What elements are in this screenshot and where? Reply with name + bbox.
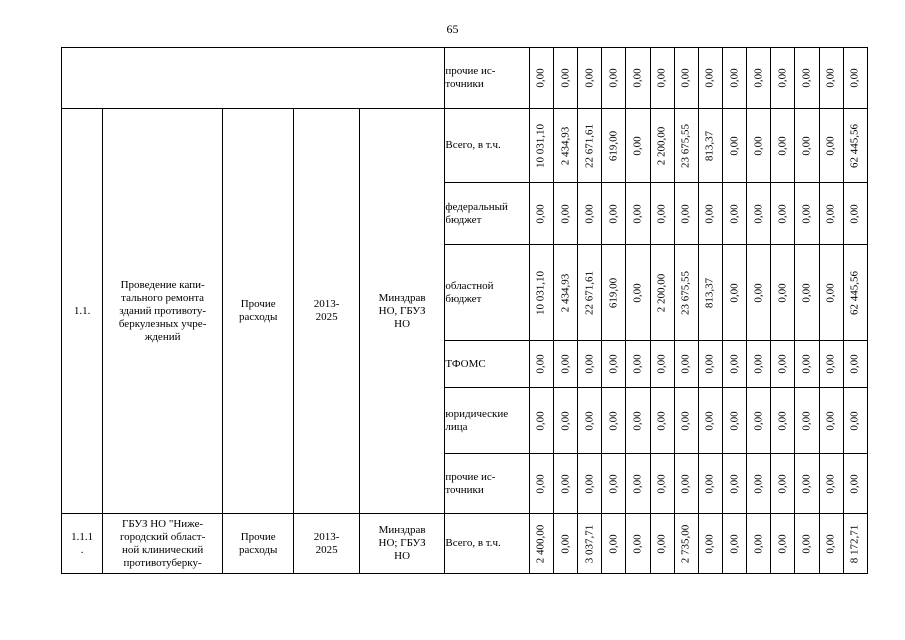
value-cell <box>795 341 819 388</box>
value-cell <box>650 454 674 514</box>
value-text: 0,00 <box>728 68 741 88</box>
funding-source: Всего, в т.ч. <box>445 109 530 183</box>
item-number: 1.1.1 . <box>62 514 103 574</box>
value-cell <box>674 514 698 574</box>
value-text: 0,00 <box>607 68 620 88</box>
value-cell <box>650 514 674 574</box>
value-text: 2 400,00 <box>534 524 547 563</box>
value-text: 23 675,55 <box>679 270 692 315</box>
value-cell <box>698 388 722 454</box>
value-cell <box>843 245 867 341</box>
value-text: 10 031,10 <box>534 123 547 168</box>
period: 2013- 2025 <box>294 109 359 514</box>
value-cell <box>747 454 771 514</box>
value-cell <box>843 48 867 109</box>
value-cell <box>674 245 698 341</box>
value-text: 2 434,93 <box>559 273 572 312</box>
value-text: 0,00 <box>679 410 692 431</box>
funding-source: областной бюджет <box>445 245 530 341</box>
value-cell <box>626 454 650 514</box>
value-text: 0,00 <box>776 203 789 224</box>
value-cell <box>771 109 795 183</box>
value-cell <box>602 48 626 109</box>
value-text: 0,00 <box>703 203 716 224</box>
value-cell <box>554 183 578 245</box>
value-text: 0,00 <box>534 410 547 431</box>
value-cell <box>674 454 698 514</box>
value-text: 0,00 <box>583 410 596 431</box>
value-cell <box>602 388 626 454</box>
value-text: 0,00 <box>631 203 644 224</box>
value-text: 0,00 <box>534 354 547 374</box>
value-cell <box>674 48 698 109</box>
value-text: 2 200,00 <box>655 126 668 165</box>
value-cell <box>698 183 722 245</box>
value-cell <box>602 109 626 183</box>
value-text: 0,00 <box>752 203 765 224</box>
value-cell <box>650 48 674 109</box>
value-cell <box>723 514 747 574</box>
value-cell <box>723 48 747 109</box>
value-cell <box>771 245 795 341</box>
funding-source: Всего, в т.ч. <box>445 514 530 574</box>
value-text: 0,00 <box>703 410 716 431</box>
value-text: 0,00 <box>559 68 572 88</box>
executor: Минздрав НО; ГБУЗ НО <box>359 514 445 574</box>
item-number: 1.1. <box>62 109 103 514</box>
value-cell <box>578 109 602 183</box>
value-cell <box>578 514 602 574</box>
value-text: 0,00 <box>631 473 644 494</box>
value-cell <box>626 109 650 183</box>
funding-source: прочие ис- точники <box>445 454 530 514</box>
value-text: 0,00 <box>728 203 741 224</box>
value-cell <box>554 388 578 454</box>
value-cell <box>674 341 698 388</box>
value-text: 62 445,56 <box>848 123 861 168</box>
value-text: 0,00 <box>534 473 547 494</box>
value-cell <box>650 183 674 245</box>
value-text: 8 172,71 <box>848 524 861 563</box>
value-text: 0,00 <box>800 473 813 494</box>
value-text: 0,00 <box>776 68 789 88</box>
value-text: 0,00 <box>776 354 789 374</box>
value-text: 0,00 <box>728 282 741 303</box>
value-text: 0,00 <box>752 533 765 554</box>
value-text: 0,00 <box>679 68 692 88</box>
value-text: 0,00 <box>800 68 813 88</box>
value-cell <box>747 514 771 574</box>
value-cell <box>795 388 819 454</box>
value-cell <box>819 245 843 341</box>
value-text: 0,00 <box>559 354 572 374</box>
value-cell <box>843 109 867 183</box>
value-cell <box>578 341 602 388</box>
value-text: 813,37 <box>703 277 716 308</box>
value-text: 0,00 <box>776 282 789 303</box>
value-text: 0,00 <box>848 473 861 494</box>
value-text: 3 037,71 <box>583 524 596 563</box>
funding-source: ТФОМС <box>445 341 530 388</box>
value-cell <box>554 109 578 183</box>
value-cell <box>795 245 819 341</box>
value-cell <box>843 388 867 454</box>
funding-source: юридические лица <box>445 388 530 454</box>
value-text: 0,00 <box>752 473 765 494</box>
value-cell <box>843 514 867 574</box>
value-text: 0,00 <box>824 282 837 303</box>
value-cell <box>529 388 553 454</box>
value-text: 0,00 <box>631 282 644 303</box>
value-cell <box>795 514 819 574</box>
value-cell <box>771 514 795 574</box>
value-text: 0,00 <box>800 135 813 156</box>
value-text: 0,00 <box>728 533 741 554</box>
value-cell <box>650 245 674 341</box>
value-text: 0,00 <box>534 68 547 88</box>
value-cell <box>650 341 674 388</box>
value-cell <box>771 388 795 454</box>
value-text: 0,00 <box>583 354 596 374</box>
value-cell <box>602 183 626 245</box>
value-text: 62 445,56 <box>848 270 861 315</box>
value-text: 0,00 <box>824 203 837 224</box>
table-row <box>62 48 868 109</box>
value-cell <box>723 388 747 454</box>
value-text: 0,00 <box>752 410 765 431</box>
value-cell <box>578 183 602 245</box>
value-text: 0,00 <box>559 203 572 224</box>
value-text: 0,00 <box>776 410 789 431</box>
value-text: 619,00 <box>607 130 620 161</box>
value-cell <box>578 48 602 109</box>
value-cell <box>626 514 650 574</box>
value-text: 2 200,00 <box>655 273 668 312</box>
value-cell <box>698 109 722 183</box>
value-cell <box>747 341 771 388</box>
value-text: 0,00 <box>776 473 789 494</box>
value-text: 0,00 <box>703 354 716 374</box>
value-text: 0,00 <box>752 68 765 88</box>
value-cell <box>698 514 722 574</box>
value-cell <box>650 388 674 454</box>
value-text: 0,00 <box>800 533 813 554</box>
value-cell <box>529 454 553 514</box>
value-text: 0,00 <box>583 473 596 494</box>
value-text: 0,00 <box>559 410 572 431</box>
value-text: 2 735,00 <box>679 524 692 563</box>
value-cell <box>819 109 843 183</box>
value-text: 0,00 <box>631 354 644 374</box>
value-cell <box>529 245 553 341</box>
value-cell <box>554 454 578 514</box>
value-cell <box>819 514 843 574</box>
item-name: Проведение капи- тального ремонта зданий противоту- беркулезных учре- ждений <box>103 109 223 514</box>
value-text: 0,00 <box>559 473 572 494</box>
value-text: 0,00 <box>800 410 813 431</box>
value-text: 22 671,61 <box>583 270 596 315</box>
value-text: 0,00 <box>728 473 741 494</box>
value-cell <box>843 454 867 514</box>
value-text: 0,00 <box>824 473 837 494</box>
blank-cell <box>62 48 445 109</box>
table-row <box>62 109 868 183</box>
value-text: 0,00 <box>631 68 644 88</box>
value-text: 0,00 <box>607 533 620 554</box>
value-cell <box>626 245 650 341</box>
funding-source: прочие ис- точники <box>445 48 530 109</box>
table-row <box>62 514 868 574</box>
value-cell <box>554 245 578 341</box>
period: 2013- 2025 <box>294 514 359 574</box>
value-cell <box>529 109 553 183</box>
value-cell <box>843 183 867 245</box>
value-text: 0,00 <box>703 533 716 554</box>
value-cell <box>771 454 795 514</box>
value-text: 0,00 <box>728 410 741 431</box>
value-cell <box>795 48 819 109</box>
value-text: 0,00 <box>631 533 644 554</box>
value-cell <box>674 183 698 245</box>
value-text: 0,00 <box>679 203 692 224</box>
value-text: 0,00 <box>583 68 596 88</box>
value-text: 0,00 <box>776 135 789 156</box>
value-text: 0,00 <box>607 203 620 224</box>
value-cell <box>578 245 602 341</box>
value-cell <box>819 388 843 454</box>
value-cell <box>602 341 626 388</box>
value-cell <box>819 454 843 514</box>
value-text: 0,00 <box>824 410 837 431</box>
value-text: 0,00 <box>655 354 668 374</box>
value-cell <box>698 48 722 109</box>
value-text: 0,00 <box>583 203 596 224</box>
value-cell <box>747 109 771 183</box>
value-text: 0,00 <box>655 68 668 88</box>
value-text: 0,00 <box>607 354 620 374</box>
value-text: 10 031,10 <box>534 270 547 315</box>
value-text: 0,00 <box>800 282 813 303</box>
value-cell <box>626 388 650 454</box>
value-text: 0,00 <box>848 354 861 374</box>
value-cell <box>626 48 650 109</box>
value-cell <box>723 109 747 183</box>
value-text: 0,00 <box>607 473 620 494</box>
value-text: 0,00 <box>655 533 668 554</box>
value-cell <box>723 183 747 245</box>
value-cell <box>771 341 795 388</box>
value-cell <box>554 514 578 574</box>
value-cell <box>674 109 698 183</box>
value-text: 0,00 <box>655 203 668 224</box>
value-cell <box>698 454 722 514</box>
value-text: 0,00 <box>752 282 765 303</box>
value-cell <box>819 48 843 109</box>
expense-type: Прочие расходы <box>222 109 293 514</box>
value-text: 0,00 <box>534 203 547 224</box>
value-cell <box>747 48 771 109</box>
value-text: 0,00 <box>800 354 813 374</box>
value-cell <box>529 48 553 109</box>
value-cell <box>650 109 674 183</box>
value-cell <box>626 183 650 245</box>
value-cell <box>747 388 771 454</box>
value-cell <box>747 183 771 245</box>
value-cell <box>747 245 771 341</box>
value-text: 0,00 <box>607 410 620 431</box>
value-text: 0,00 <box>776 533 789 554</box>
value-cell <box>843 341 867 388</box>
value-text: 0,00 <box>679 473 692 494</box>
value-text: 0,00 <box>824 68 837 88</box>
value-text: 0,00 <box>703 68 716 88</box>
value-text: 0,00 <box>655 410 668 431</box>
value-cell <box>795 183 819 245</box>
value-text: 619,00 <box>607 277 620 308</box>
value-text: 0,00 <box>679 354 692 374</box>
value-text: 0,00 <box>631 135 644 156</box>
value-text: 0,00 <box>848 203 861 224</box>
value-cell <box>578 388 602 454</box>
value-cell <box>723 341 747 388</box>
value-cell <box>674 388 698 454</box>
value-cell <box>771 48 795 109</box>
value-text: 23 675,55 <box>679 123 692 168</box>
value-text: 0,00 <box>728 354 741 374</box>
expense-type: Прочие расходы <box>222 514 293 574</box>
executor: Минздрав НО, ГБУЗ НО <box>359 109 445 514</box>
value-cell <box>602 454 626 514</box>
value-cell <box>529 341 553 388</box>
value-cell <box>698 341 722 388</box>
value-text: 0,00 <box>848 68 861 88</box>
value-text: 0,00 <box>752 354 765 374</box>
value-text: 22 671,61 <box>583 123 596 168</box>
budget-table <box>61 47 868 574</box>
page-number: 65 <box>446 22 459 36</box>
value-cell <box>795 454 819 514</box>
value-cell <box>578 454 602 514</box>
value-cell <box>626 341 650 388</box>
value-text: 0,00 <box>703 473 716 494</box>
value-text: 0,00 <box>824 135 837 156</box>
value-cell <box>554 341 578 388</box>
value-text: 0,00 <box>800 203 813 224</box>
value-cell <box>529 183 553 245</box>
value-cell <box>771 183 795 245</box>
funding-source: федеральный бюджет <box>445 183 530 245</box>
value-text: 0,00 <box>848 410 861 431</box>
value-text: 0,00 <box>752 135 765 156</box>
value-cell <box>723 245 747 341</box>
value-text: 813,37 <box>703 130 716 161</box>
item-name: ГБУЗ НО "Ниже- городский област- ной клинический противотуберку- <box>103 514 223 574</box>
value-text: 0,00 <box>655 473 668 494</box>
value-cell <box>819 183 843 245</box>
value-text: 2 434,93 <box>559 126 572 165</box>
value-cell <box>723 454 747 514</box>
value-cell <box>554 48 578 109</box>
value-text: 0,00 <box>824 354 837 374</box>
value-text: 0,00 <box>824 533 837 554</box>
value-text: 0,00 <box>559 533 572 554</box>
value-cell <box>602 514 626 574</box>
value-text: 0,00 <box>728 135 741 156</box>
value-cell <box>529 514 553 574</box>
value-cell <box>602 245 626 341</box>
value-cell <box>819 341 843 388</box>
value-cell <box>698 245 722 341</box>
value-text: 0,00 <box>631 410 644 431</box>
value-cell <box>795 109 819 183</box>
